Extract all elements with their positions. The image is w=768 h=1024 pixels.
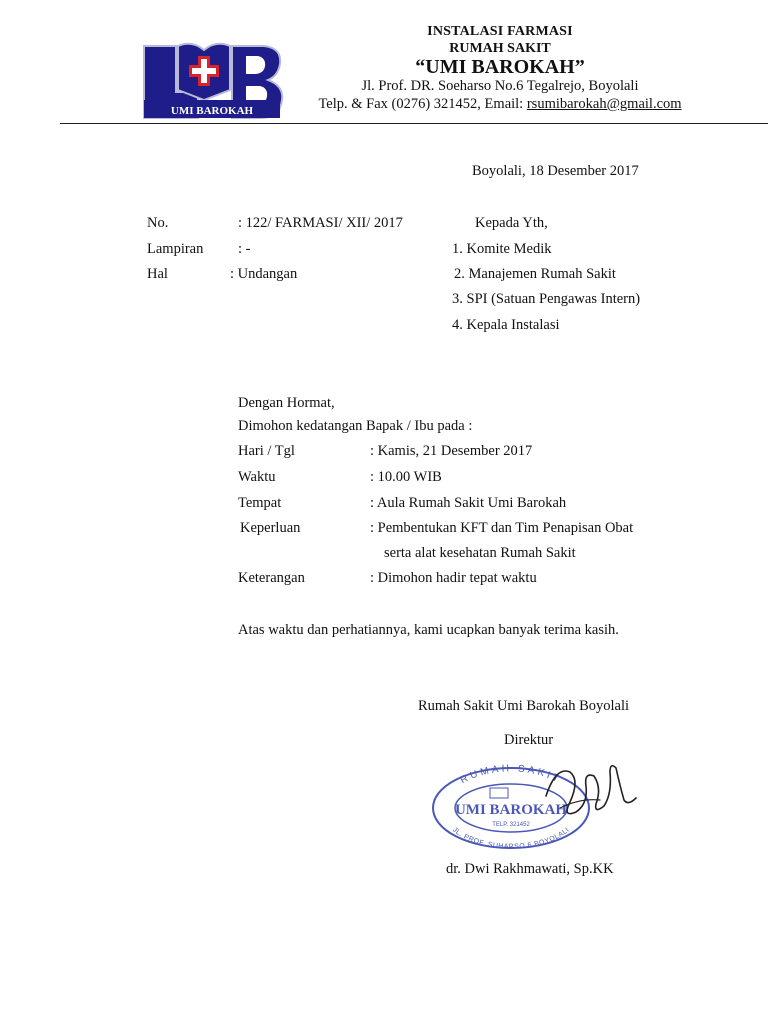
detail-value-notes: : Dimohon hadir tepat waktu <box>370 570 537 586</box>
stamp-bottom-text: JL. PROF. SUHARSO 6 BOYOLALI <box>451 826 571 850</box>
header-institution: INSTALASI FARMASI <box>427 24 573 39</box>
detail-label-time: Waktu <box>238 469 276 485</box>
detail-label-date: Hari / Tgl <box>238 443 295 459</box>
invitation-intro: Dimohon kedatangan Bapak / Ibu pada : <box>238 418 473 434</box>
detail-value-purpose-cont: serta alat kesehatan Rumah Sakit <box>384 545 576 561</box>
signature-organization: Rumah Sakit Umi Barokah Boyolali <box>418 698 630 714</box>
hospital-logo <box>140 40 288 124</box>
detail-label-purpose: Keperluan <box>240 520 301 536</box>
recipient-heading: Kepada Yth, <box>475 215 548 231</box>
header-hospital-name: “UMI BAROKAH” <box>415 56 585 78</box>
detail-value-place: : Aula Rumah Sakit Umi Barokah <box>370 495 567 511</box>
detail-label-place: Tempat <box>238 495 282 511</box>
meta-hal-label: Hal <box>147 266 168 282</box>
meta-hal-value: : Undangan <box>230 266 298 282</box>
meta-no-value: : 122/ FARMASI/ XII/ 2017 <box>238 215 403 231</box>
handwritten-signature <box>540 758 640 828</box>
stamp-phone-text: TELP. 321452 <box>492 822 530 828</box>
detail-label-notes: Keterangan <box>238 570 305 586</box>
detail-value-date: : Kamis, 21 Desember 2017 <box>370 443 533 459</box>
header-email-link[interactable]: rsumibarokah@gmail.com <box>526 96 682 112</box>
meta-lampiran-value: : - <box>238 241 251 257</box>
recipient-item: 4. Kepala Instalasi <box>452 317 560 333</box>
stamp-top-text: RUMAH SAKIT <box>458 763 564 787</box>
header-subtitle: RUMAH SAKIT <box>449 41 551 56</box>
meta-lampiran-label: Lampiran <box>147 241 204 257</box>
header-address: Jl. Prof. DR. Soeharso No.6 Tegalrejo, Boyolali <box>361 78 639 94</box>
signatory-name: dr. Dwi Rakhmawati, Sp.KK <box>446 861 614 877</box>
header-divider <box>60 123 768 124</box>
stamp-center-text: UMI BAROKAH <box>454 802 568 818</box>
detail-value-time: : 10.00 WIB <box>370 469 442 485</box>
header-contact <box>300 96 700 113</box>
signature-title: Direktur <box>504 732 554 748</box>
meta-no-label: No. <box>147 215 169 231</box>
recipient-item: 3. SPI (Satuan Pengawas Intern) <box>452 291 641 307</box>
greeting: Dengan Hormat, <box>238 395 335 411</box>
letter-date: Boyolali, 18 Desember 2017 <box>472 163 639 179</box>
svg-text:JL. PROF. SUHARSO 6 BOYOLALI <box>451 827 571 850</box>
closing-text: Atas waktu dan perhatiannya, kami ucapkan banyak terima kasih. <box>238 622 619 638</box>
recipient-item: 2. Manajemen Rumah Sakit <box>454 266 616 282</box>
header-phone: Telp. & Fax (0276) 321452, Email: <box>318 96 527 112</box>
recipient-item: 1. Komite Medik <box>452 241 552 257</box>
detail-value-purpose: : Pembentukan KFT dan Tim Penapisan Obat <box>370 520 634 536</box>
logo-text: UMI BAROKAH <box>170 105 254 117</box>
